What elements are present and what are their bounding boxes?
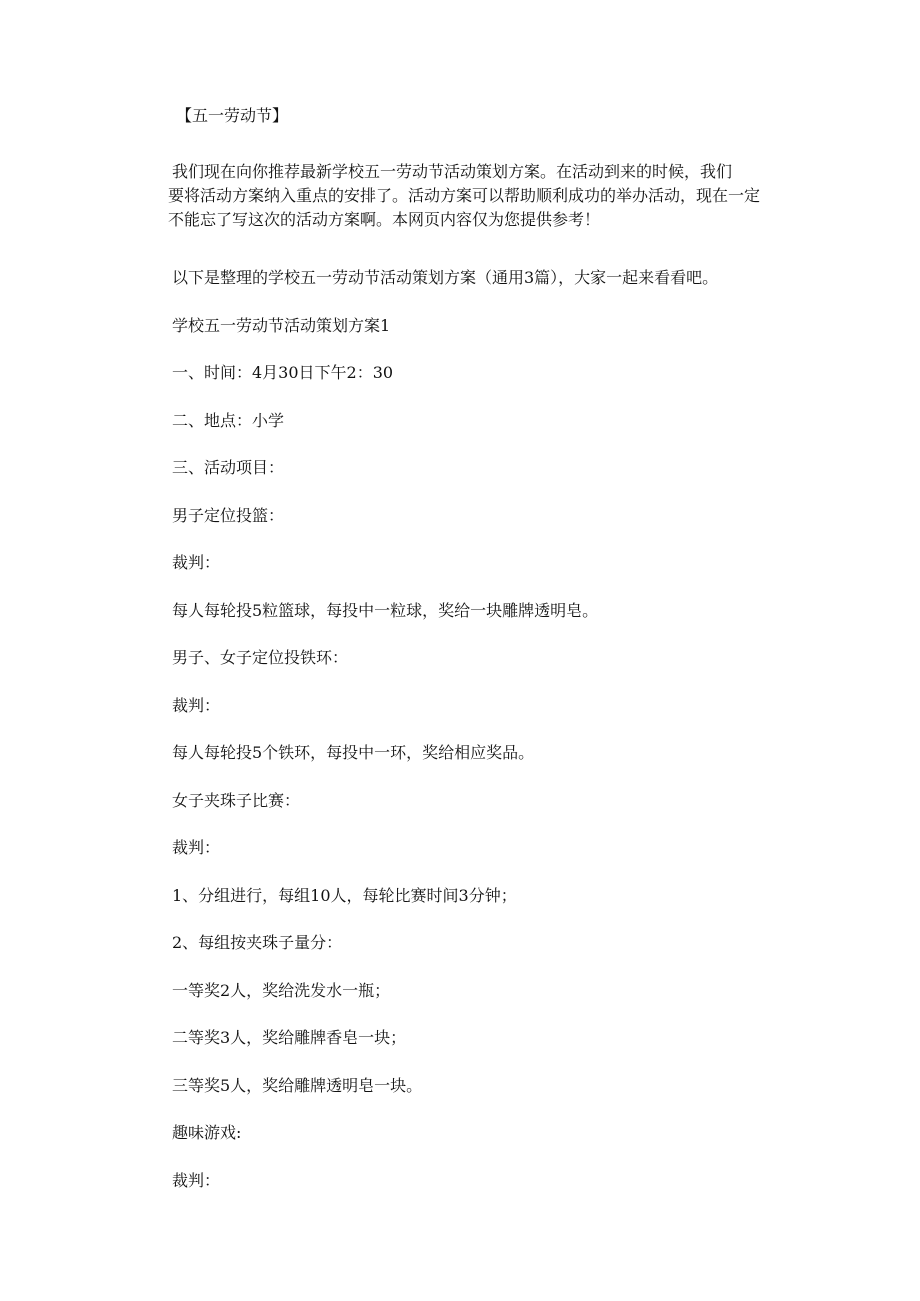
- paragraph-referee: 裁判：: [172, 838, 221, 857]
- section-heading: 学校五一劳动节活动策划方案1: [172, 315, 391, 335]
- paragraph-prize: 三等奖5人，奖给雕牌透明皂一块。: [172, 1075, 423, 1095]
- paragraph-item: 男子定位投篮：: [172, 505, 285, 525]
- paragraph-item: 男子、女子定位投铁环：: [172, 648, 349, 667]
- paragraph-item: 趣味游戏:: [172, 1123, 242, 1142]
- paragraph-rule: 1、分组进行，每组10人，每轮比赛时间3分钟；: [172, 885, 517, 905]
- intro-paragraph: [168, 160, 772, 232]
- paragraph-time: 一、时间：4月30日下午2：30: [172, 363, 394, 382]
- paragraph-referee: 裁判：: [172, 1170, 221, 1190]
- document-body: [168, 104, 772, 1216]
- paragraph-referee: 裁判：: [172, 695, 221, 715]
- paragraph-rule: 每人每轮投5粒篮球，每投中一粒球，奖给一块雕牌透明皂。: [172, 600, 599, 620]
- paragraph-prize: 二等奖3人，奖给雕牌香皂一块；: [172, 1028, 407, 1047]
- intro-line: 我们现在向你推荐最新学校五一劳动节活动策划方案。在活动到来的时候，我们: [172, 162, 733, 181]
- document-title: 【五一劳动节】: [176, 106, 289, 125]
- intro-line: 要将活动方案纳入重点的安排了。活动方案可以帮助顺利成功的举办活动，现在一定: [168, 186, 761, 205]
- intro-line: 不能忘了写这次的活动方案啊。本网页内容仅为您提供参考！: [168, 210, 601, 229]
- paragraph-location: 二、地点：小学: [172, 410, 285, 430]
- paragraph-overview: 以下是整理的学校五一劳动节活动策划方案（通用3篇），大家一起来看看吧。: [172, 268, 719, 287]
- paragraph-item: 女子夹珠子比赛：: [172, 790, 301, 810]
- paragraph-rule: 每人每轮投5个铁环，每投中一环，奖给相应奖品。: [172, 743, 535, 762]
- paragraph-referee: 裁判：: [172, 553, 221, 572]
- paragraph-activities: 三、活动项目：: [172, 458, 285, 477]
- paragraph-prize: 一等奖2人，奖给洗发水一瓶；: [172, 980, 391, 1000]
- paragraph-rule: 2、每组按夹珠子量分：: [172, 933, 343, 952]
